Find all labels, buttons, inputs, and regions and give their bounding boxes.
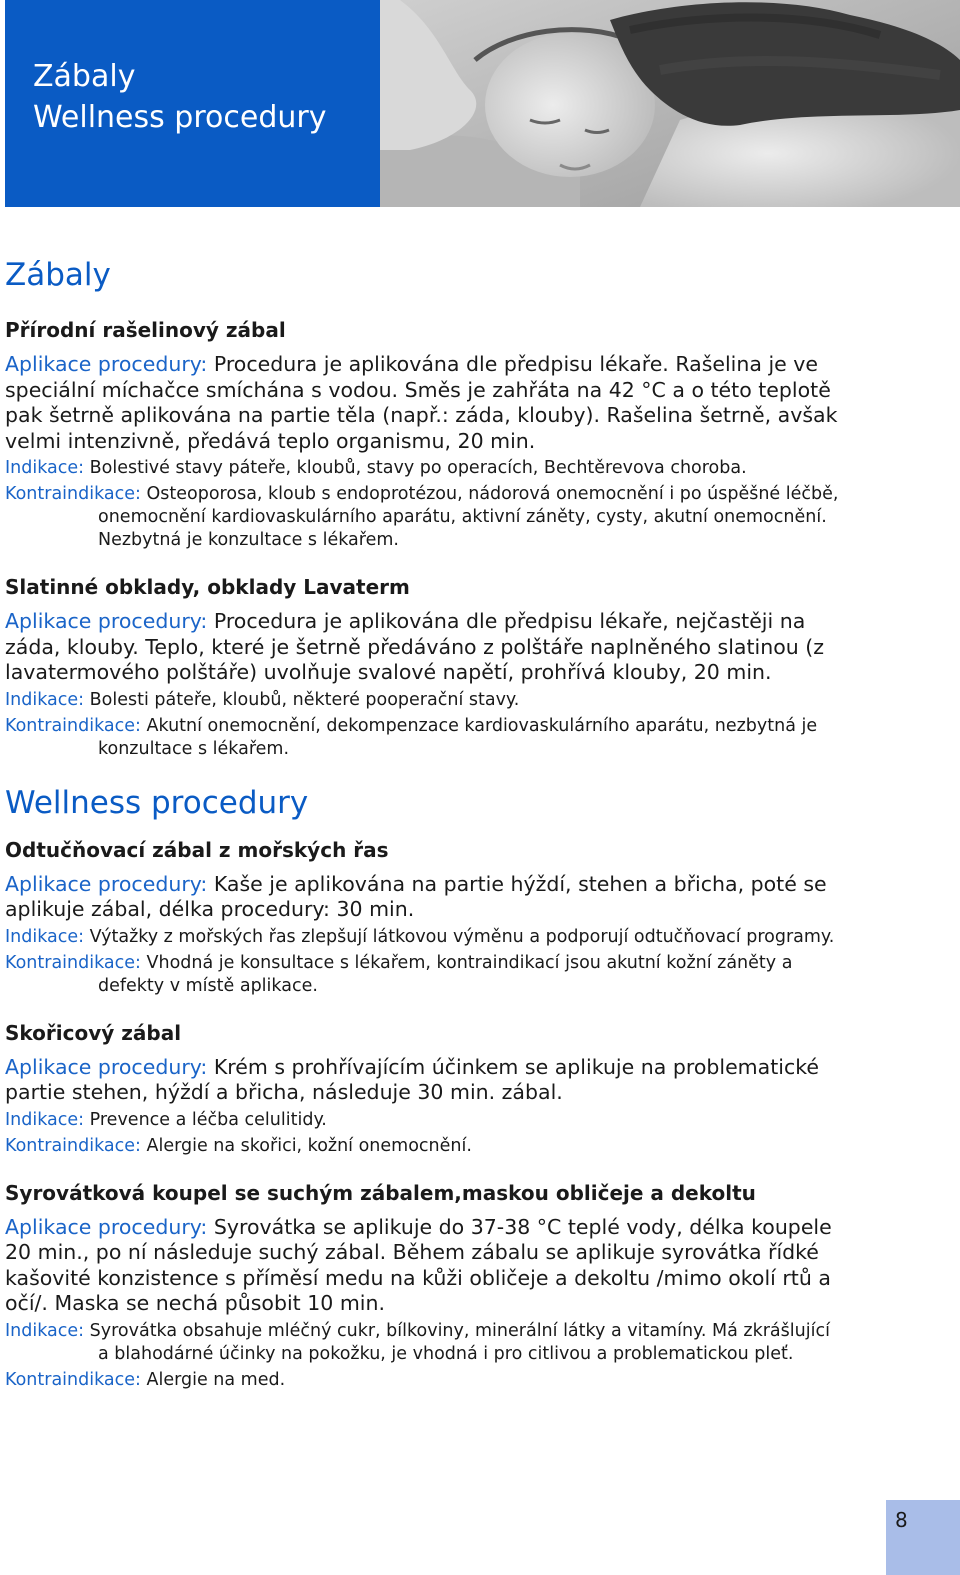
indication-value: Syrovátka obsahuje mléčný cukr, bílkoviny, minerální látky a vitamíny. Má zkrášlující a blahodárné účinky na pokožku, je vhodná i pro citlivou a problematickou pleť. [84,1320,830,1364]
contraindication-value: Vhodná je konsultace s lékařem, kontraindikací jsou akutní kožní záněty a defekty v místě aplikace. [98,952,793,996]
page-number: 8 [895,1508,908,1532]
application-value: Procedura je aplikována dle předpisu lékaře. Rašelina je ve speciální míchačce smíchána s vodou. Směs je zahřáta na 42 °C a o této teplotě pak šetrně aplikována na partie těla (např.: záda, klouby). Rašelina šetrně, avšak velmi intenzivně, předává teplo organismu, 20 min. [5,352,838,453]
contraindication-value: Alergie na skořici, kožní onemocnění. [140,1135,472,1156]
banner-title-line1: Zábaly [33,59,136,94]
application-value: Procedura je aplikována dle předpisu lékaře, nejčastěji na záda, klouby. Teplo, které je šetrně předáváno z polštáře naplněného slatinou (z lavatermového polštáře) uvolňuje svalové napětí, prohřívá klouby, 20 min. [5,609,825,684]
application-text [5,872,845,923]
indication-text [5,1320,845,1366]
contraindication-text [5,1135,845,1158]
procedure-syrovatkova-koupel [5,1180,845,1392]
procedure-title: Slatinné obklady, obklady Lavaterm [5,575,410,599]
application-label: Aplikace procedury: [5,352,208,376]
procedure-title: Skořicový zábal [5,1020,182,1045]
contraindication-text [5,715,845,761]
indication-label: Indikace: [5,689,85,710]
contraindication-label: Kontraindikace: [5,715,141,736]
indication-value: Bolestivé stavy páteře, kloubů, stavy po operacích, Bechtěrevova choroba. [84,458,747,478]
indication-text [5,457,845,480]
application-text [5,1055,845,1106]
contraindication-value: Alergie na med. [140,1369,286,1390]
banner-title [33,56,326,138]
indication-label: Indikace: [5,1109,85,1130]
procedure-raselinovy-zabal [5,317,845,552]
indication-text [5,926,845,949]
indication-text [5,1109,845,1132]
application-value: Syrovátka se aplikuje do 37-38 °C teplé vody, délka koupele 20 min., po ní následuje suchý zábal. Během zábalu se aplikuje syrovátka řídké kašovité konzistence s příměsí medu na kůži obličeje a dekoltu /mimo okolí rtů a očí/. Maska se nechá působit 10 min. [5,1214,832,1315]
procedure-odtucnovaci-zabal [5,837,845,998]
contraindication-value: Akutní onemocnění, dekompenzace kardiovaskulárního aparátu, nezbytná je konzultace s lékařem. [98,715,818,759]
woman-with-peat-wrap-photo [380,0,960,207]
procedure-skoricovy-zabal [5,1020,845,1158]
application-text [5,352,845,454]
section-title-zabaly: Zábaly [5,257,111,293]
contraindication-label: Kontraindikace: [5,1369,141,1390]
indication-text [5,689,845,712]
application-value: Kaše je aplikována na partie hýždí, stehen a břicha, poté se aplikuje zábal, délka procedury: 30 min. [5,871,827,921]
banner-title-panel [5,0,380,207]
indication-value: Bolesti páteře, kloubů, některé pooperační stavy. [84,689,520,710]
application-label: Aplikace procedury: [5,1214,208,1239]
banner-photo-illustration [380,0,960,207]
contraindication-text [5,952,845,998]
header-banner [5,0,960,207]
indication-label: Indikace: [5,926,85,947]
application-label: Aplikace procedury: [5,1054,208,1079]
indication-label: Indikace: [5,1320,85,1341]
indication-value: Výtažky z mořských řas zlepšují látkovou výměnu a podporují odtučňovací programy. [84,926,835,947]
contraindication-label: Kontraindikace: [5,484,141,504]
indication-value: Prevence a léčba celulitidy. [84,1109,327,1130]
contraindication-text [5,1369,845,1392]
content-area [5,255,845,1414]
contraindication-label: Kontraindikace: [5,1135,141,1156]
contraindication-text [5,483,845,552]
procedure-title: Odtučňovací zábal z mořských řas [5,837,389,862]
section-title-wellness: Wellness procedury [5,784,309,821]
procedure-title: Přírodní rašelinový zábal [5,318,286,342]
indication-label: Indikace: [5,458,85,478]
application-text [5,1215,845,1317]
application-label: Aplikace procedury: [5,609,208,633]
application-label: Aplikace procedury: [5,871,208,896]
procedure-title: Syrovátková koupel se suchým zábalem,maskou obličeje a dekoltu [5,1180,756,1205]
procedure-slatinne-obklady [5,574,845,761]
application-value: Krém s prohřívajícím účinkem se aplikuje na problematické partie stehen, hýždí a břicha, následuje 30 min. zábal. [5,1054,819,1104]
contraindication-value: Osteoporosa, kloub s endoprotézou, nádorová onemocnění i po úspěšné léčbě, onemocnění kardiovaskulárního aparátu, aktivní záněty, cysty, akutní onemocnění. Nezbytná je konzultace s lékařem. [98,484,839,550]
contraindication-label: Kontraindikace: [5,952,141,973]
page-number-box [886,1500,960,1575]
application-text [5,609,845,686]
banner-title-line2: Wellness procedury [33,100,327,135]
